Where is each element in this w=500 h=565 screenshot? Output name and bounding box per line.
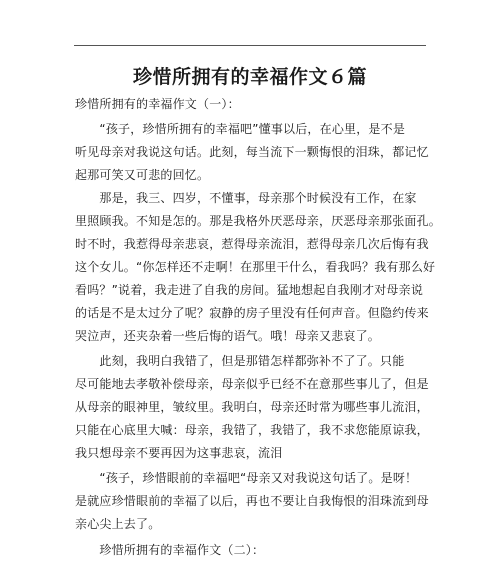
text-line: 时不时，我惹得母亲悲哀，惹得母亲流泪，惹得母亲几次后悔有我 [75,237,429,251]
text-line: 起那可笑又可悲的回忆。 [75,168,210,182]
text-line: 此刻，我明白我错了，但是那错怎样都弥补不了了。只能 [75,354,405,368]
text-line: 亲心尖上去了。 [75,517,161,531]
text-line: “孩子，珍惜所拥有的幸福吧”懂事以后，在心里，是不是 [75,122,406,136]
text-line: 这个女儿。“你怎样还不走啊！在那里干什么，看我吗？我有那么好 [75,260,436,274]
text-line: 看吗？”说着，我走进了自我的房间。猛地想起自我刚才对母亲说 [75,283,424,297]
text-line: 哭泣声，还夹杂着一些后悔的语气。哦！母亲又悲哀了。 [75,329,381,343]
text-line: 我只想母亲不要再因为这事悲哀，流泪 [75,446,283,460]
text-line: 只能在心底里大喊：母亲，我错了，我错了，我不求您能原谅我， [75,423,429,437]
text-line: 听见母亲对我说这句话。此刻，每当流下一颗悔恨的泪珠，都记忆 [75,145,429,159]
page-title: 珍惜所拥有的幸福作文６篇 [132,66,367,88]
text-line: 从母亲的眼神里，皱纹里。我明白，母亲还时常为哪些事儿流泪， [75,400,429,414]
section-heading-2: 珍惜所拥有的幸福作文（二）： [75,543,265,557]
text-line: “孩子，珍惜眼前的幸福吧“母亲又对我说这句话了。是呀！ [75,471,418,485]
text-line: 那是，我三、四岁，不懂事，母亲那个时候没有工作，在家 [75,191,417,205]
text-line: 尽可能地去孝敬补偿母亲，母亲似乎已经不在意那些事儿了，但是 [75,377,429,391]
text-line: 是就应珍惜眼前的幸福了以后，再也不要让自我悔恨的泪珠流到母 [75,494,429,508]
header-rule [74,45,426,46]
section-heading-1: 珍惜所拥有的幸福作文（一）： [75,97,240,111]
text-line: 的话是不是太过分了呢？寂静的房子里没有任何声音。但隐约传来 [75,306,429,320]
text-line: 里照顾我。不知是怎的。那是我格外厌恶母亲，厌恶母亲那张面孔。 [75,214,442,228]
